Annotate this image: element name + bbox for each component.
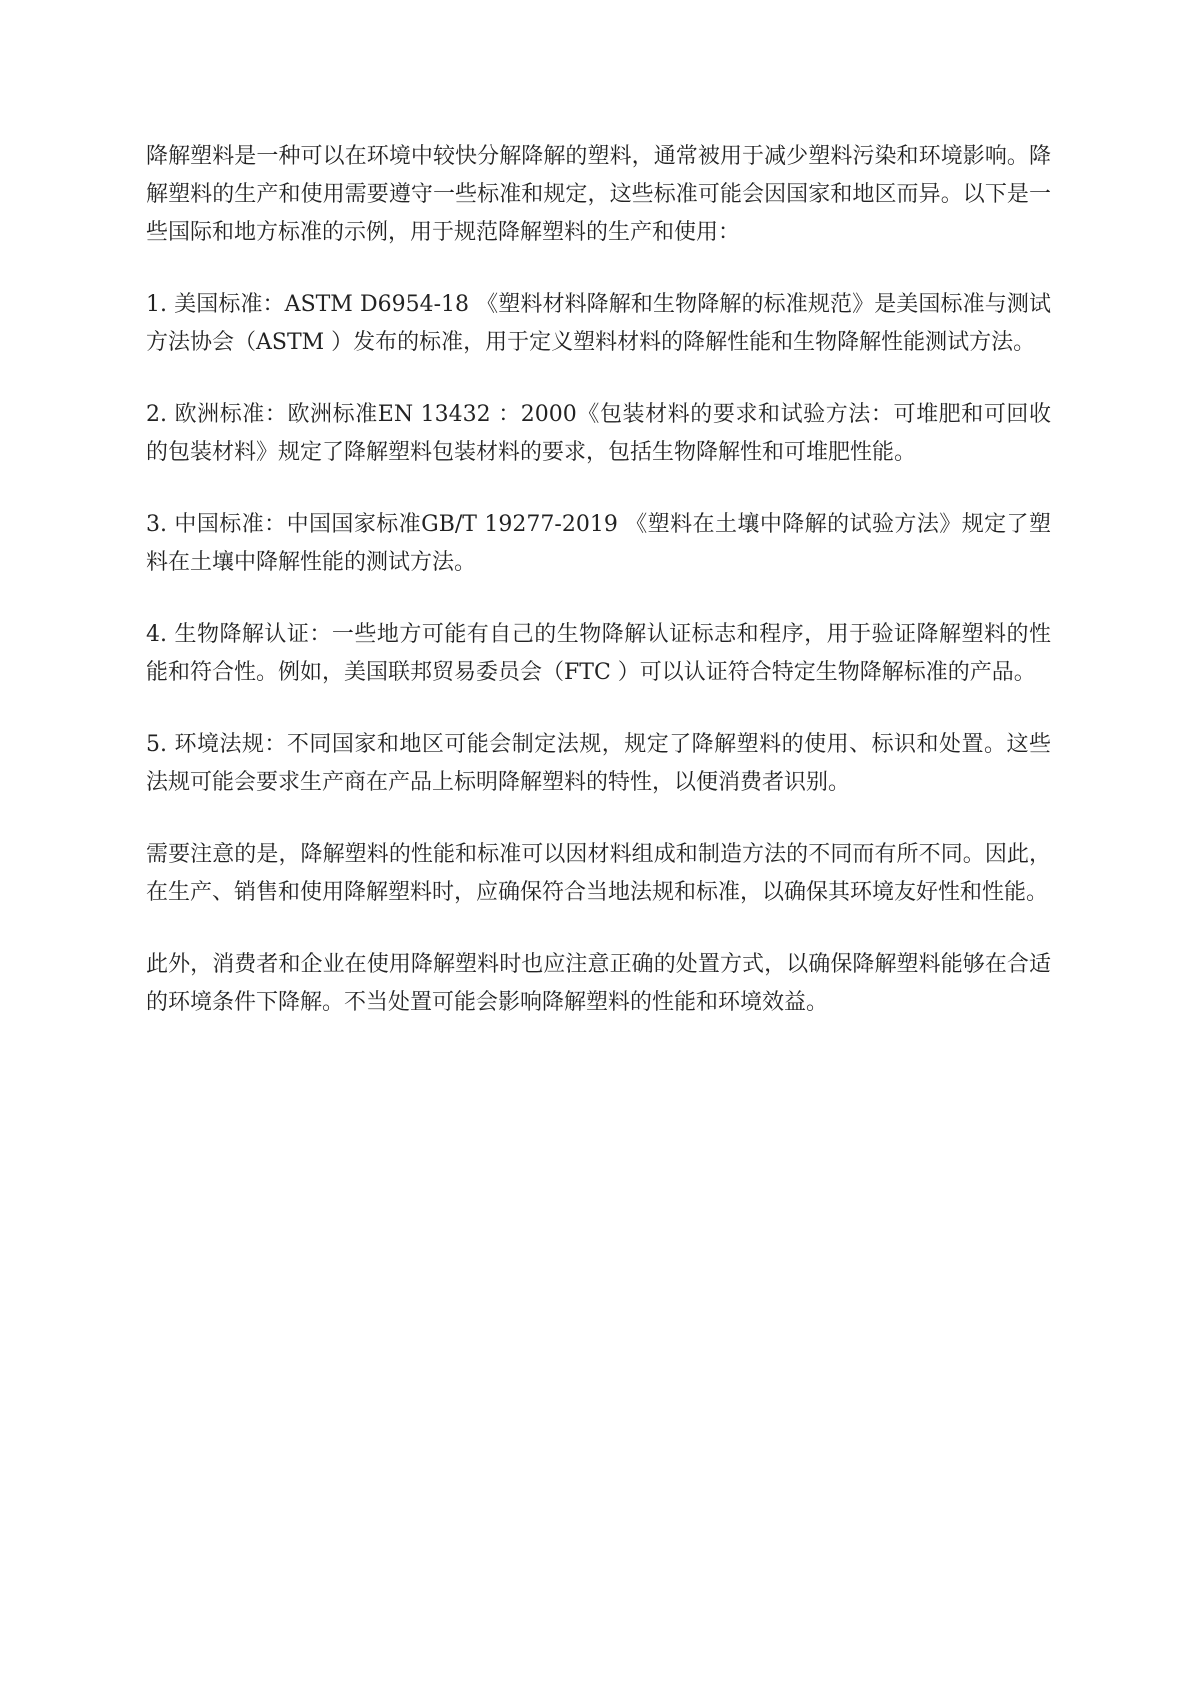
list-item-us-standard: 1. 美国标准：ASTM D6954-18 《塑料材料降解和生物降解的标准规范》是美国标准与测试方法协会（ASTM ）发布的标准，用于定义塑料材料的降解性能和生物降解性能测试方法。 [146,292,1051,355]
list-item-china-standard: 3. 中国标准：中国国家标准GB/T 19277-2019 《塑料在土壤中降解的试验方法》规定了塑料在土壤中降解性能的测试方法。 [146,512,1051,575]
document-body [146,138,1051,1056]
list-item-eu-standard: 2. 欧洲标准：欧洲标准EN 13432 ：2000《包装材料的要求和试验方法：可堆肥和可回收的包装材料》规定了降解塑料包装材料的要求，包括生物降解性和可堆肥性能。 [146,402,1051,465]
closing-paragraph: 此外，消费者和企业在使用降解塑料时也应注意正确的处置方式，以确保降解塑料能够在合适的环境条件下降解。不当处置可能会影响降解塑料的性能和环境效益。 [146,952,1051,1015]
list-item-environmental-regulations: 5. 环境法规：不同国家和地区可能会制定法规，规定了降解塑料的使用、标识和处置。这些法规可能会要求生产商在产品上标明降解塑料的特性，以便消费者识别。 [146,732,1051,795]
intro-paragraph: 降解塑料是一种可以在环境中较快分解降解的塑料，通常被用于减少塑料污染和环境影响。降解塑料的生产和使用需要遵守一些标准和规定，这些标准可能会因国家和地区而异。以下是一些国际和地方标准的示例，用于规范降解塑料的生产和使用： [146,144,1051,245]
note-paragraph: 需要注意的是，降解塑料的性能和标准可以因材料组成和制造方法的不同而有所不同。因此，在生产、销售和使用降解塑料时，应确保符合当地法规和标准，以确保其环境友好性和性能。 [146,842,1051,905]
list-item-biodegradation-certification: 4. 生物降解认证：一些地方可能有自己的生物降解认证标志和程序，用于验证降解塑料的性能和符合性。例如，美国联邦贸易委员会（FTC ）可以认证符合特定生物降解标准的产品。 [146,622,1051,685]
